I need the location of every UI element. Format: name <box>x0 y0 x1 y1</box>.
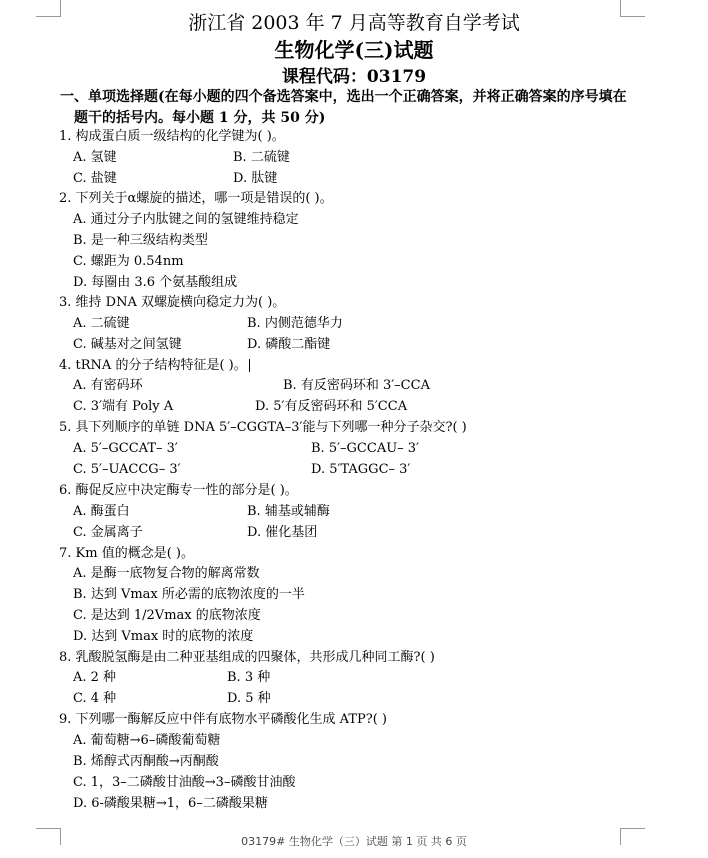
page-footer: 03179# 生物化学（三）试题 第 1 页 共 6 页 <box>241 835 467 848</box>
question-stem: 1. 构成蛋白质一级结构的化学键为( )。 <box>59 129 285 144</box>
option: B. 有反密码环和 3′–CCA <box>283 378 430 393</box>
option: C. 3′端有 Poly A <box>73 399 174 414</box>
question-stem: 5. 具下列顺序的单链 DNA 5′–CGGTA–3′能与下列哪一种分子杂交?( ) <box>59 420 467 435</box>
option: B. 二硫键 <box>233 150 290 165</box>
option: D. 5′有反密码环和 5′CCA <box>255 399 408 414</box>
section-heading-line1: 一、单项选择题(在每小题的四个备选答案中，选出一个正确答案，并将正确答案的序号填在 <box>60 89 627 105</box>
option: B. 烯醇式丙酮酸→丙酮酸 <box>73 754 219 769</box>
option: C. 盐键 <box>73 171 117 186</box>
section-heading-line2: 题干的括号内。每小题 1 分，共 50 分) <box>74 110 326 126</box>
option: B. 是一种三级结构类型 <box>73 233 208 248</box>
option: B. 辅基或辅酶 <box>247 504 330 519</box>
option: B. 3 种 <box>227 670 271 685</box>
option: C. 1，3–二磷酸甘油酸→3–磷酸甘油酸 <box>73 775 296 790</box>
option: C. 碱基对之间氢键 <box>73 337 182 352</box>
course-code: 课程代码：03179 <box>281 67 427 87</box>
subject-title: 生物化学(三)试题 <box>274 38 434 62</box>
section-heading <box>60 87 650 129</box>
question-stem: 2. 下列关于α螺旋的描述，哪一项是错误的( )。 <box>59 191 333 206</box>
option: C. 4 种 <box>73 691 117 706</box>
option: D. 每圈由 3.6 个氨基酸组成 <box>73 275 238 290</box>
option: A. 是酶一底物复合物的解离常数 <box>73 566 260 581</box>
option: C. 是达到 1/2Vmax 的底物浓度 <box>73 608 261 623</box>
question-stem: 7. Km 值的概念是( )。 <box>59 546 194 561</box>
option: C. 金属离子 <box>73 525 143 540</box>
option: B. 5′–GCCAU– 3′ <box>311 441 420 456</box>
option: B. 内侧范德华力 <box>247 316 343 331</box>
question-stem: 4. tRNA 的分子结构特征是( )。 <box>59 358 247 373</box>
option: A. 葡萄糖→6–磷酸葡萄糖 <box>73 733 221 748</box>
option: C. 5′–UACCG– 3′ <box>73 462 181 477</box>
question-stem: 9. 下列哪一酶解反应中伴有底物水平磷酸化生成 ATP?( ) <box>59 712 388 727</box>
option: D. 5 种 <box>227 691 271 706</box>
question-stem-with-cursor <box>59 357 250 375</box>
option: D. 肽键 <box>233 171 278 186</box>
option: A. 二硫键 <box>73 316 130 331</box>
option: A. 有密码环 <box>73 378 143 393</box>
option: A. 通过分子内肽键之间的氢键维持稳定 <box>73 212 299 227</box>
option: C. 螺距为 0.54nm <box>73 254 184 269</box>
option: A. 5′–GCCAT– 3′ <box>73 441 178 456</box>
option: B. 达到 Vmax 所必需的底物浓度的一半 <box>73 587 305 602</box>
option: A. 2 种 <box>73 670 117 685</box>
question-stem: 3. 维持 DNA 双螺旋横向稳定力为( )。 <box>59 295 286 310</box>
option: D. 磷酸二酯键 <box>247 337 331 352</box>
option: D. 5′TAGGC– 3′ <box>311 462 411 477</box>
option: A. 氢键 <box>73 150 117 165</box>
question-stem: 8. 乳酸脱氢酶是由二种亚基组成的四聚体，共形成几种同工酶?( ) <box>59 650 435 665</box>
exam-title: 浙江省 2003 年 7 月高等教育自学考试 <box>188 12 520 34</box>
option: D. 达到 Vmax 时的底物的浓度 <box>73 629 254 644</box>
question-stem: 6. 酶促反应中决定酶专一性的部分是( )。 <box>59 483 298 498</box>
text-cursor <box>249 359 250 372</box>
option: D. 催化基团 <box>247 525 318 540</box>
option: D. 6-磷酸果糖→1，6–二磷酸果糖 <box>73 796 268 811</box>
option: A. 酶蛋白 <box>73 504 130 519</box>
